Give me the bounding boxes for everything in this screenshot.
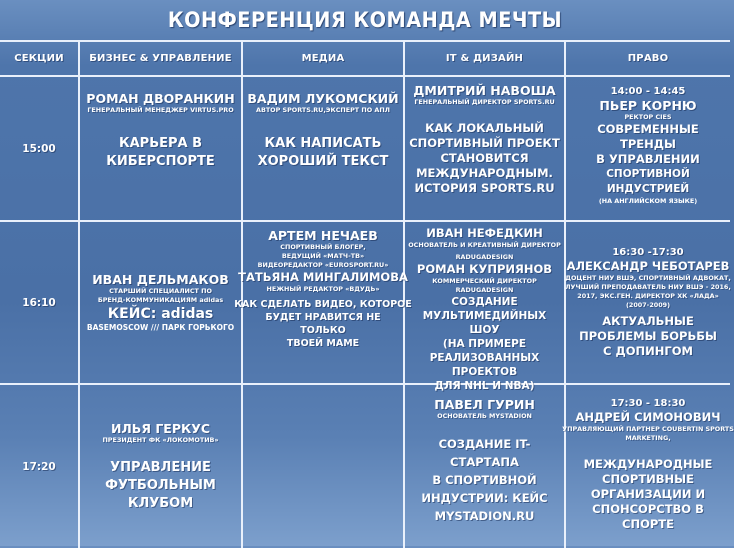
header-media: МЕДИА	[243, 42, 405, 77]
talk-title-line: СОВРЕМЕННЫЕ ТРЕНДЫ	[597, 122, 699, 151]
speaker-role: ВЕДУЩИЙ «МАТЧ-ТВ»	[281, 252, 365, 260]
speaker-role: ВИДЕОРЕДАКТОР «EUROSPORT.RU»	[257, 261, 389, 269]
page-title: КОНФЕРЕНЦИЯ КОМАНДА МЕЧТЫ	[167, 8, 563, 32]
session-law	[566, 77, 730, 222]
speaker-role: СТАРШИЙ СПЕЦИАЛИСТ ПО	[109, 287, 212, 295]
talk-title-line: РЕАЛИЗОВАННЫХ ПРОЕКТОВ	[429, 352, 540, 378]
speaker-role: УПРАВЛЯЮЩИЙ ПАРТНЕР COUBERTIN SPORTS	[562, 425, 734, 433]
header-law: ПРАВО	[566, 42, 730, 77]
speaker-role: БРЕНД-КОММУНИКАЦИЯМ adidas	[97, 296, 224, 304]
talk-title-line: СТАНОВИТСЯ	[440, 151, 529, 165]
session-law	[562, 385, 734, 548]
session-it	[405, 77, 566, 222]
speaker-name: ИВАН НЕФЕДКИН	[426, 226, 543, 240]
talk-title-line: АКТУАЛЬНЫЕ	[602, 314, 694, 328]
talk-title-line: В СПОРТИВНОЙ	[432, 473, 537, 487]
time-label: 15:00	[22, 142, 56, 155]
talk-title-line: С ДОПИНГОМ	[603, 344, 693, 358]
talk-title-line: МУЛЬТИМЕДИЙНЫХ ШОУ	[422, 310, 547, 336]
speaker-role: ГЕНЕРАЛЬНЫЙ ДИРЕКТОР SPORTS.RU	[414, 98, 555, 106]
talk-title-line: ТВОЕЙ МАМЕ	[286, 338, 360, 349]
session-it	[405, 385, 566, 548]
speaker-name: ПАВЕЛ ГУРИН	[434, 397, 535, 412]
speaker-name: ИВАН ДЕЛЬМАКОВ	[92, 272, 229, 287]
talk-title: КЕЙС: adidas	[107, 306, 214, 322]
speaker-name: АРТЕМ НЕЧАЕВ	[268, 228, 378, 243]
time-cell	[0, 77, 80, 222]
speaker-role: ГЕНЕРАЛЬНЫЙ МЕНЕДЖЕР VIRTUS.PRO	[87, 106, 234, 114]
speaker-name: РОМАН ДВОРАНКИН	[86, 91, 235, 106]
talk-title-line: УПРАВЛЕНИЕ	[110, 459, 211, 475]
talk-title-line: СПОРТИВНЫЙ ПРОЕКТ	[409, 136, 560, 150]
session-media-empty	[243, 385, 405, 548]
talk-title-line: MYSTADION.RU	[434, 509, 535, 523]
time-cell	[0, 222, 80, 385]
speaker-role: ПРЕЗИДЕНТ ФК «ЛОКОМОТИВ»	[102, 435, 219, 444]
talk-title-line: (НА ПРИМЕРЕ	[442, 338, 527, 350]
speaker-role: ЛУЧШИЙ ПРЕПОДАВАТЕЛЬ НИУ ВШЭ - 2016,	[565, 283, 731, 291]
session-business	[80, 77, 243, 222]
slot-time: 17:30 - 18:30	[610, 398, 686, 409]
talk-title-line: ФУТБОЛЬНЫМ	[105, 477, 216, 493]
talk-title-line: МЕЖДУНАРОДНЫМ.	[416, 166, 553, 180]
speaker-name: ПЬЕР КОРНЮ	[599, 98, 697, 113]
talk-title-line: СПОРТИВНЫЕ	[602, 472, 694, 486]
speaker-role: СПОРТИВНЫЙ БЛОГЕР,	[280, 243, 366, 251]
speaker-role: 2017, ЭКС.ГЕН. ДИРЕКТОР ХК «ЛАДА»	[577, 292, 719, 300]
talk-title-line: В УПРАВЛЕНИИ	[596, 152, 700, 166]
talk-title-line: КИБЕРСПОРТЕ	[106, 154, 215, 169]
talk-title-line: СПОНСОРСТВО В СПОРТЕ	[592, 502, 704, 531]
speaker-name: ТАТЬЯНА МИНГАЛИМОВА	[238, 270, 408, 284]
talk-title-line: СОЗДАНИЕ	[451, 296, 518, 308]
time-label: 17:20	[22, 460, 56, 473]
talk-title-line: ДЛЯ NHL И NBA)	[434, 380, 535, 392]
talk-title-line: КАК ЛОКАЛЬНЫЙ	[425, 121, 544, 135]
speaker-role: РЕКТОР CIES	[624, 113, 672, 121]
talk-title-line: ХОРОШИЙ ТЕКСТ	[257, 154, 389, 169]
speaker-name: РОМАН КУПРИЯНОВ	[416, 262, 553, 276]
speaker-role: RADUGADESIGN	[455, 253, 514, 261]
speaker-role: (2007-2009)	[625, 301, 671, 309]
slot-time: 14:00 - 14:45	[610, 86, 686, 97]
talk-title-line: КАРЬЕРА В	[118, 136, 203, 151]
session-business	[80, 385, 243, 548]
session-business	[80, 222, 243, 385]
talk-title-line: КЛУБОМ	[127, 495, 194, 511]
talk-title-line: КАК НАПИСАТЬ	[264, 136, 382, 151]
talk-title-line: ОРГАНИЗАЦИИ И	[590, 487, 706, 501]
speaker-role: ОСНОВАТЕЛЬ И КРЕАТИВНЫЙ ДИРЕКТОР	[408, 241, 561, 249]
schedule-table	[0, 40, 734, 546]
talk-title-line: МЕЖДУНАРОДНЫЕ	[583, 457, 713, 471]
header-it-design: IT & ДИЗАЙН	[405, 42, 566, 77]
speaker-name: АНДРЕЙ СИМОНОВИЧ	[575, 410, 721, 424]
speaker-role: ОСНОВАТЕЛЬ MYSTADION	[437, 412, 532, 420]
talk-title-line: ИСТОРИЯ SPORTS.RU	[414, 181, 555, 195]
slot-time: 16:30 -17:30	[612, 247, 684, 258]
session-media	[243, 77, 405, 222]
language-note: (НА АНГЛИЙСКОМ ЯЗЫКЕ)	[598, 197, 698, 205]
time-cell	[0, 385, 80, 548]
session-media	[234, 222, 412, 385]
speaker-name: ДМИТРИЙ НАВОША	[413, 83, 556, 98]
speaker-name: ВАДИМ ЛУКОМСКИЙ	[247, 91, 399, 106]
header-sections: СЕКЦИИ	[0, 42, 80, 77]
talk-subtitle: BASEMOSCOW /// ПАРК ГОРЬКОГО	[86, 323, 235, 332]
speaker-name: АЛЕКСАНДР ЧЕБОТАРЕВ	[566, 259, 730, 273]
talk-title-line: СПОРТИВНОЙ ИНДУСТРИЕЙ	[606, 168, 690, 195]
talk-title-line: БУДЕТ НРАВИТСЯ НЕ ТОЛЬКО	[265, 312, 381, 336]
speaker-role: НЕЖНЫЙ РЕДАКТОР «ВДУДЬ»	[266, 285, 380, 293]
header-business: БИЗНЕС & УПРАВЛЕНИЕ	[80, 42, 243, 77]
speaker-role: АВТОР SPORTS.RU,ЭКСПЕРТ ПО АПЛ	[256, 106, 390, 114]
talk-title-line: ИНДУСТРИИ: КЕЙС	[421, 491, 548, 505]
speaker-role: КОММЕРЧЕСКИЙ ДИРЕКТОР RADUGADESIGN	[432, 277, 537, 294]
talk-title-line: СОЗДАНИЕ IT-СТАРТАПА	[438, 437, 531, 469]
speaker-role: ДОЦЕНТ НИУ ВШЭ, СПОРТИВНЫЙ АДВОКАТ,	[565, 274, 731, 282]
session-it	[405, 222, 566, 392]
speaker-role: MARKETING,	[625, 434, 671, 442]
time-label: 16:10	[22, 296, 56, 309]
talk-title-line: КАК СДЕЛАТЬ ВИДЕО, КОТОРОЕ	[234, 299, 412, 310]
session-law	[566, 222, 730, 385]
speaker-name: ИЛЬЯ ГЕРКУС	[110, 420, 211, 436]
talk-title-line: ПРОБЛЕМЫ БОРЬБЫ	[579, 329, 717, 343]
